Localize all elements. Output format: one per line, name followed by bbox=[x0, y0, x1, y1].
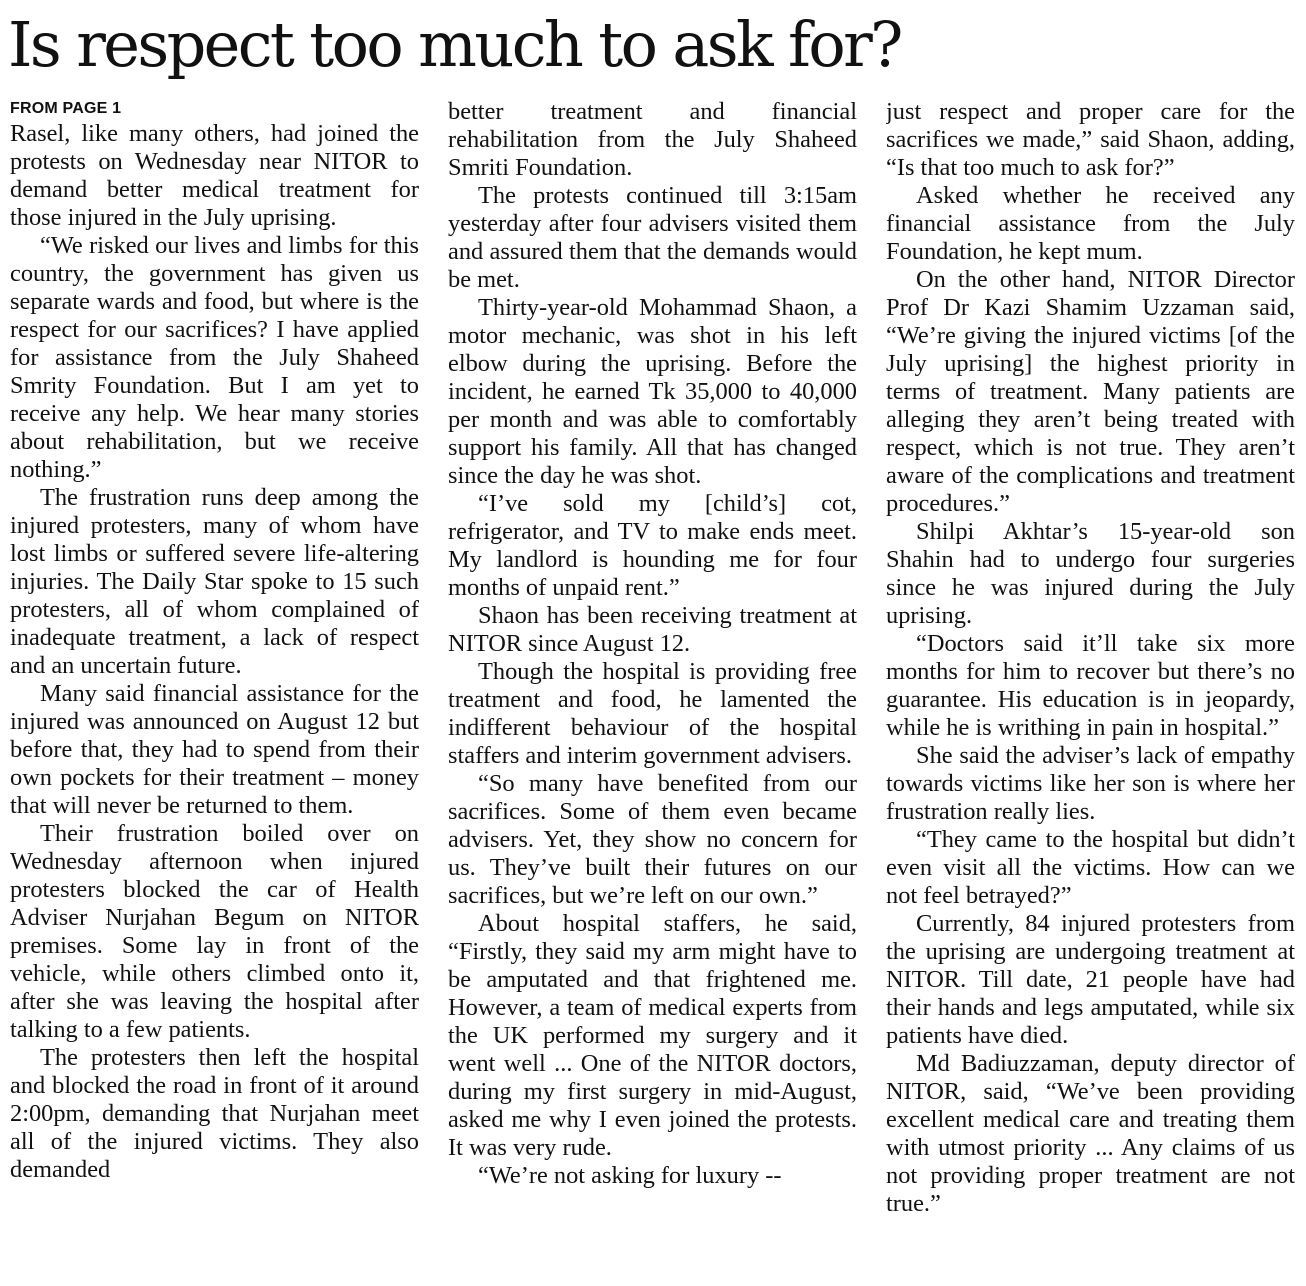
paragraph: She said the adviser’s lack of empathy towards victims like her son is where her frustration really lies. bbox=[886, 742, 1295, 825]
paragraph: Md Badiuzzaman, deputy director of NITOR, said, “We’ve been providing excellent medical care and treating them with utmost priority ... Any claims of us not providing proper treatment are not true.” bbox=[886, 1050, 1295, 1217]
paragraph: “We risked our lives and limbs for this country, the government has given us separate wards and food, but where is the respect for our sacrifices? I have applied for assistance from the July Shaheed Smrity Foundation. But I am yet to receive any help. We hear many stories about rehabilitation, but we receive nothing.” bbox=[10, 232, 419, 483]
article-column-3 bbox=[886, 98, 1295, 1284]
headline: Is respect too much to ask for? bbox=[8, 8, 901, 81]
paragraph: “I’ve sold my [child’s] cot, refrigerator, and TV to make ends meet. My landlord is hounding me for four months of unpaid rent.” bbox=[448, 490, 857, 601]
paragraph: “They came to the hospital but didn’t even visit all the victims. How can we not feel betrayed?” bbox=[886, 826, 1295, 909]
paragraph: The frustration runs deep among the injured protesters, many of whom have lost limbs or suffered severe life-altering injuries. The Daily Star spoke to 15 such protesters, all of whom complained of inadequate treatment, a lack of respect and an uncertain future. bbox=[10, 484, 419, 679]
paragraph: On the other hand, NITOR Director Prof Dr Kazi Shamim Uzzaman said, “We’re giving the injured victims [of the July uprising] the highest priority in terms of treatment. Many patients are alleging they aren’t being treated with respect, which is not true. They aren’t aware of the complications and treatment procedures.” bbox=[886, 266, 1295, 517]
paragraph: “We’re not asking for luxury -- bbox=[478, 1162, 782, 1189]
paragraph: Shilpi Akhtar’s 15-year-old son Shahin had to undergo four surgeries since he was injured during the July uprising. bbox=[886, 518, 1295, 629]
paragraph: Shaon has been receiving treatment at NITOR since August 12. bbox=[448, 602, 857, 657]
paragraph: Many said financial assistance for the injured was announced on August 12 but before that, they had to spend from their own pockets for their treatment – money that will never be returned to them. bbox=[10, 680, 419, 819]
paragraph: The protesters then left the hospital and blocked the road in front of it around 2:00pm, demanding that Nurjahan meet all of the injured victims. They also demanded bbox=[10, 1044, 419, 1183]
paragraph: Thirty-year-old Mohammad Shaon, a motor mechanic, was shot in his left elbow during the uprising. Before the incident, he earned Tk 35,000 to 40,000 per month and was able to comfortably support his family. All that has changed since the day he was shot. bbox=[448, 294, 857, 489]
paragraph: The protests continued till 3:15am yesterday after four advisers visited them and assured them that the demands would be met. bbox=[448, 182, 857, 293]
article-column-1 bbox=[10, 98, 419, 1284]
paragraph: “So many have benefited from our sacrifices. Some of them even became advisers. Yet, they show no concern for us. They’ve built their futures on our sacrifices, but we’re left on our own.” bbox=[448, 770, 857, 909]
paragraph: Asked whether he received any financial assistance from the July Foundation, he kept mum. bbox=[886, 182, 1295, 265]
paragraph: better treatment and financial rehabilitation from the July Shaheed Smriti Foundation. bbox=[448, 98, 857, 181]
article-column-2 bbox=[448, 98, 857, 1284]
paragraph: Their frustration boiled over on Wednesday afternoon when injured protesters blocked the car of Health Adviser Nurjahan Begum on NITOR premises. Some lay in front of the vehicle, while others climbed onto it, after she was leaving the hospital after talking to a few patients. bbox=[10, 820, 419, 1043]
paragraph: Rasel, like many others, had joined the protests on Wednesday near NITOR to demand better medical treatment for those injured in the July uprising. bbox=[10, 120, 419, 231]
jump-label: FROM PAGE 1 bbox=[10, 100, 122, 117]
paragraph: “Doctors said it’ll take six more months for him to recover but there’s no guarantee. His education is in jeopardy, while he is writhing in pain in hospital.” bbox=[886, 630, 1295, 741]
paragraph: Though the hospital is providing free treatment and food, he lamented the indifferent behaviour of the hospital staffers and interim government advisers. bbox=[448, 658, 857, 769]
paragraph: About hospital staffers, he said, “Firstly, they said my arm might have to be amputated and that frightened me. However, a team of medical experts from the UK performed my surgery and it went well ... One of the NITOR doctors, during my first surgery in mid-August, asked me why I even joined the protests. It was very rude. bbox=[448, 910, 857, 1161]
paragraph: Currently, 84 injured protesters from the uprising are undergoing treatment at NITOR. Till date, 21 people have had their hands and legs amputated, while six patients have died. bbox=[886, 910, 1295, 1049]
paragraph: just respect and proper care for the sacrifices we made,” said Shaon, adding, “Is that too much to ask for?” bbox=[886, 98, 1295, 181]
